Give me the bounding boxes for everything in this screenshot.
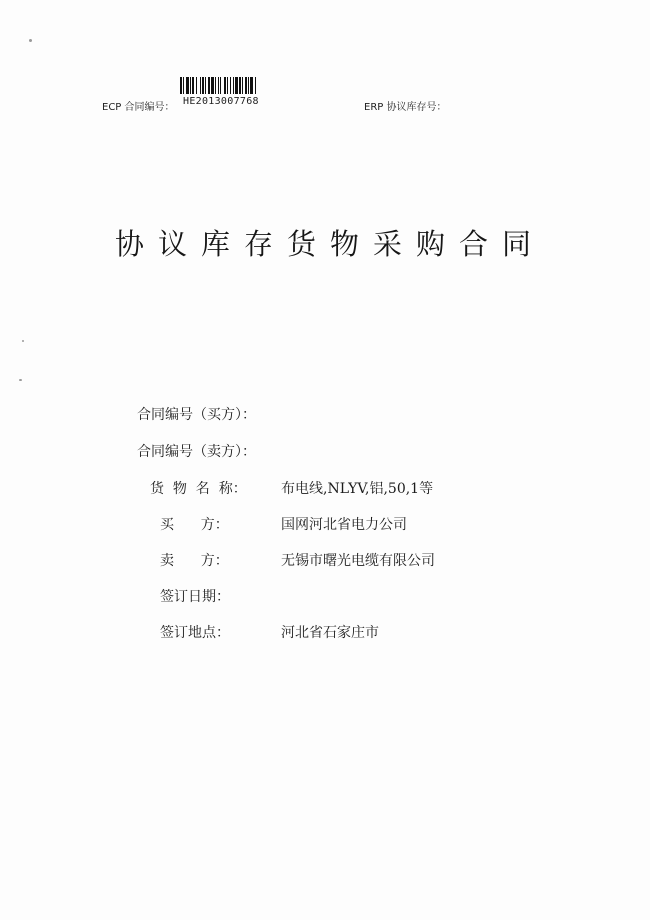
barcode-image (180, 77, 274, 94)
signing-place-value: 河北省石家庄市 (281, 625, 379, 641)
scan-speck (22, 340, 24, 342)
ecp-contract-number-value: HE2013007768 (183, 96, 259, 107)
buyer-label: 买 方： (160, 517, 229, 533)
buyer-contract-number-label: 合同编号（买方）： (137, 407, 256, 423)
seller-value: 无锡市曙光电缆有限公司 (281, 553, 435, 569)
goods-name-label: 货 物 名 称： (150, 481, 247, 497)
scan-speck (29, 39, 32, 42)
erp-inventory-number-label: ERP 协议库存号： (364, 102, 447, 113)
buyer-value: 国网河北省电力公司 (281, 517, 407, 533)
seller-label: 卖 方： (160, 553, 229, 569)
scan-speck (19, 379, 22, 381)
signing-place-label: 签订地点： (160, 625, 230, 641)
ecp-contract-number-label: ECP 合同编号： (102, 102, 175, 113)
goods-name-value: 布电线,NLYV,铝,50,1等 (281, 481, 434, 497)
signing-date-label: 签订日期： (160, 589, 230, 605)
document-title: 协议库存货物采购合同 (114, 227, 545, 261)
seller-contract-number-label: 合同编号（卖方）： (137, 444, 256, 460)
